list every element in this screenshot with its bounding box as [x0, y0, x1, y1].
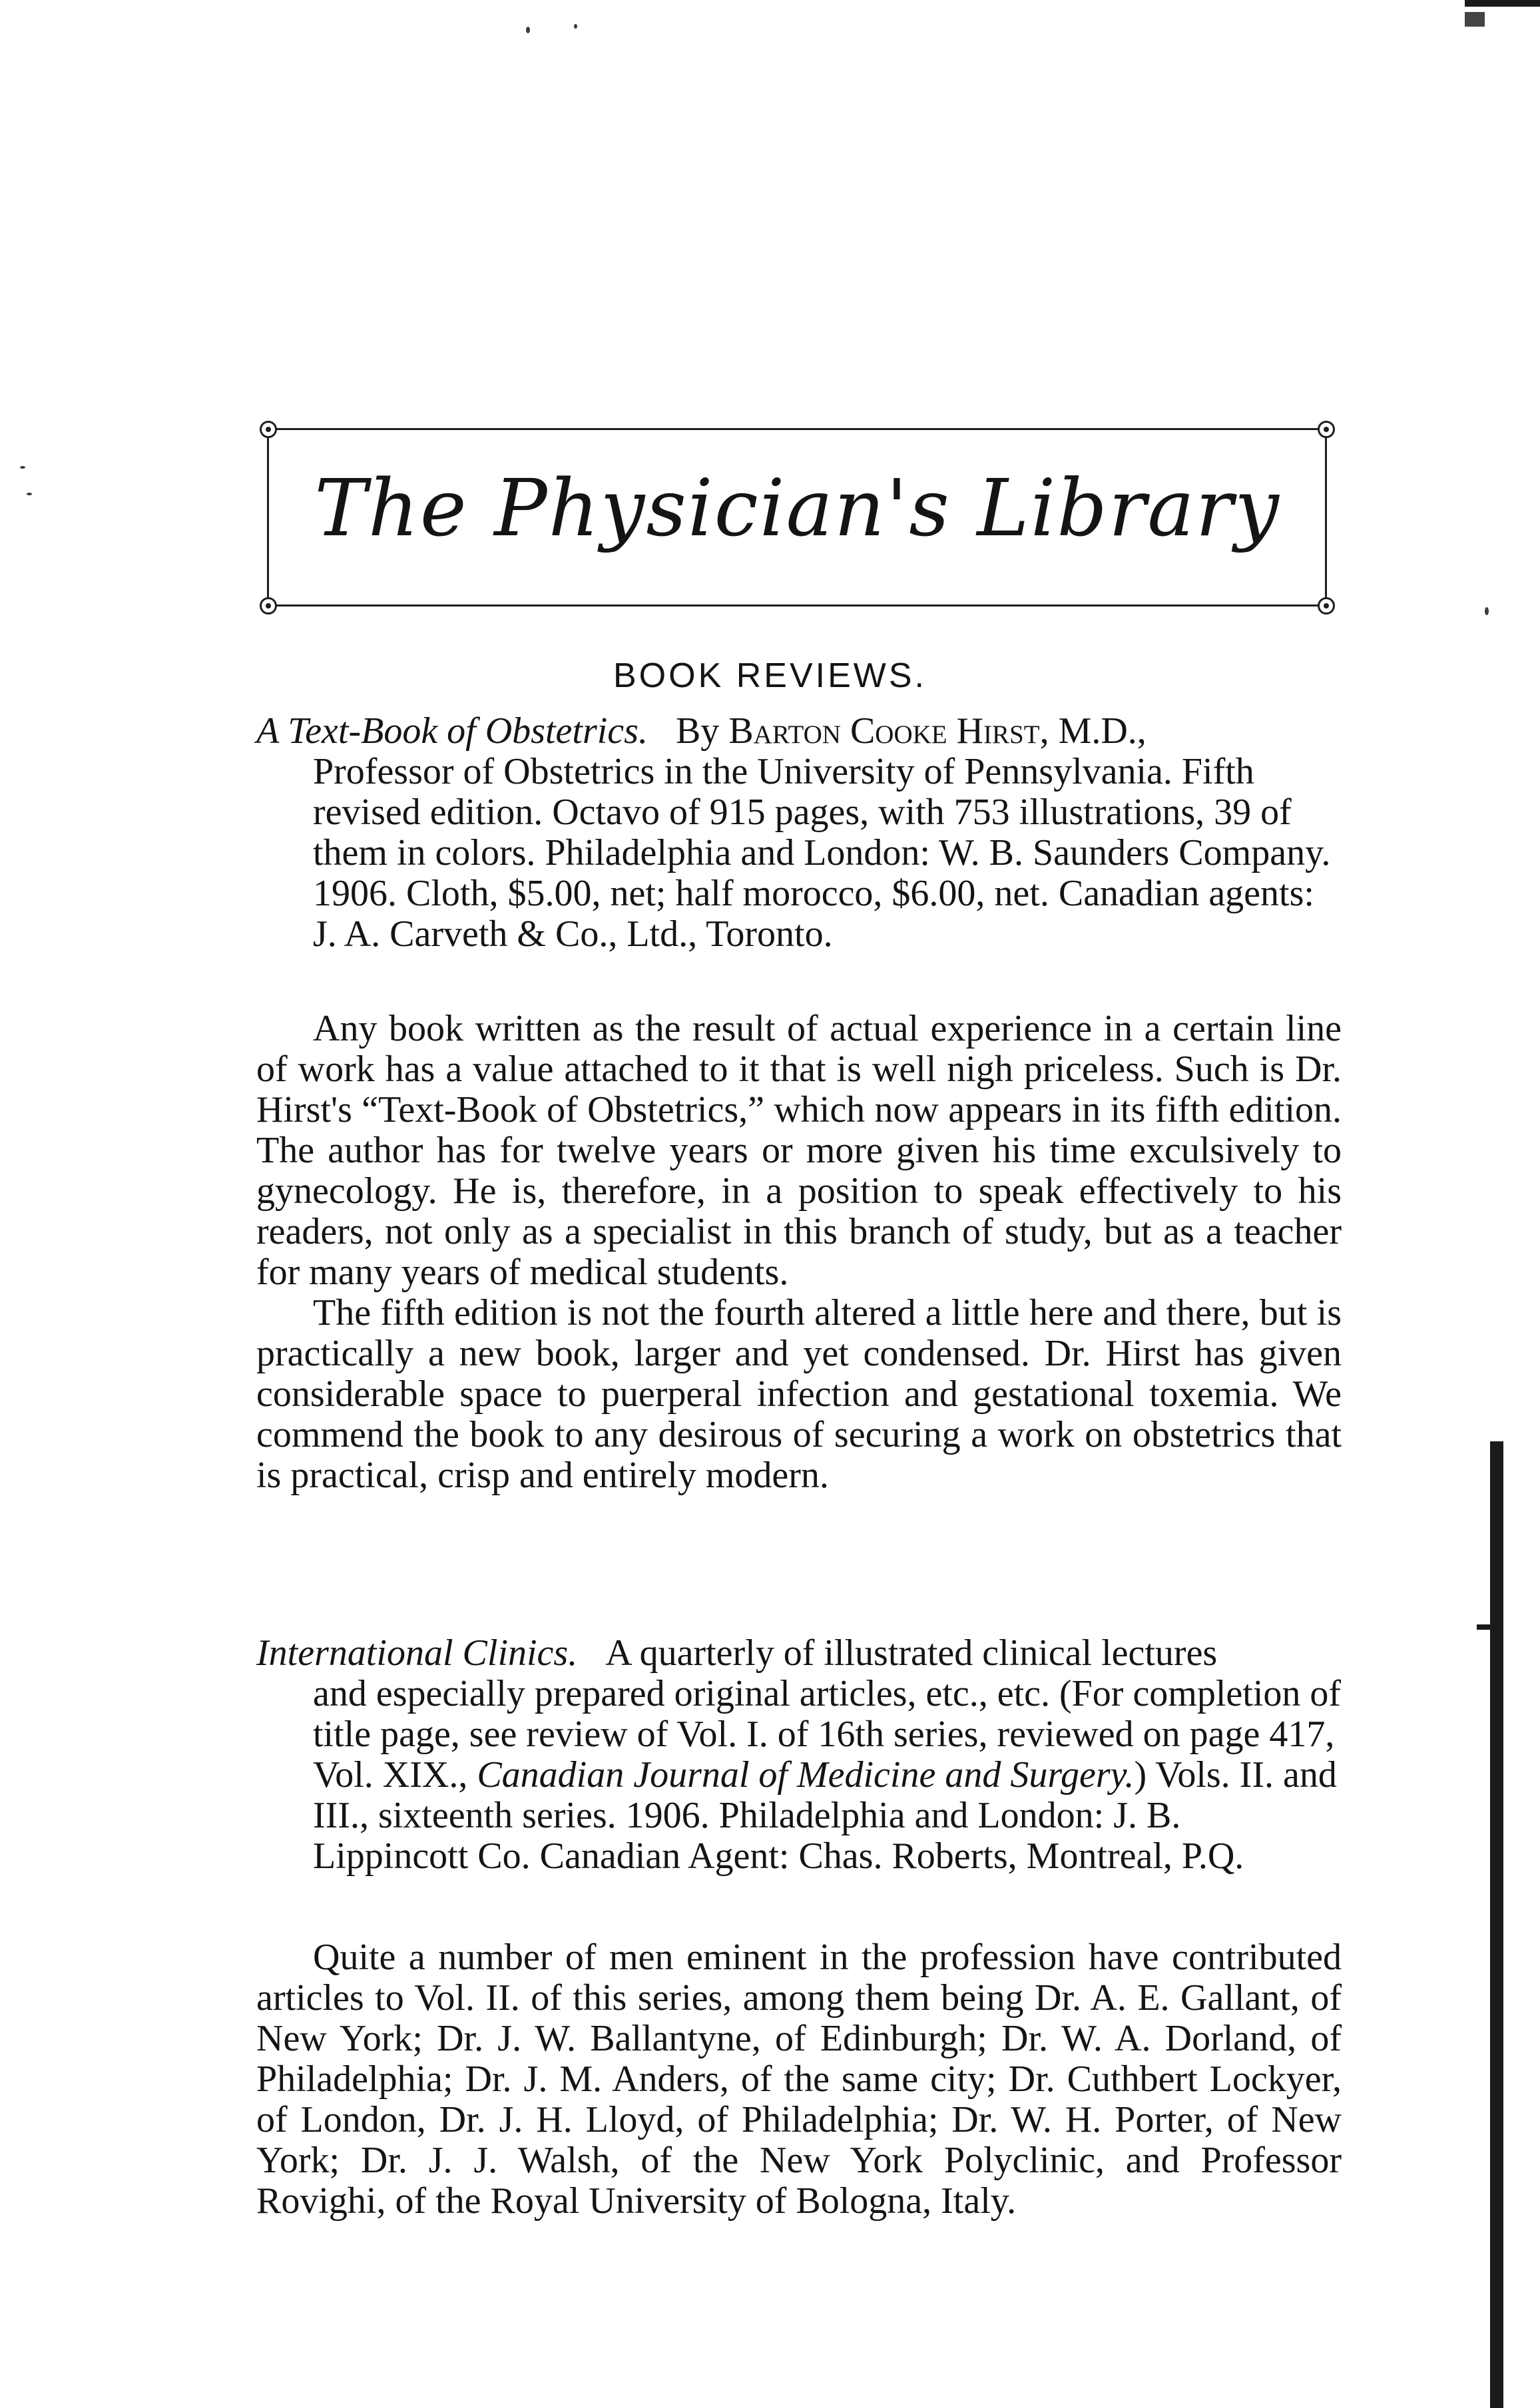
scan-edge-mark-top-right: [1465, 0, 1540, 7]
book-title: International Clinics.: [256, 1632, 578, 1674]
frame-top-rule: [268, 428, 1327, 430]
review-citation: [256, 1633, 1342, 1877]
review-paragraph: The fifth edition is not the fourth altered a little here and there, but is practically a new book, larger and yet condensed. Dr. Hirst has given considerable space to puerperal infection and gestational toxemia. We commend the book to any desirous of securing a work on obstetrics that is practical, crisp and entirely modern.: [256, 1292, 1342, 1496]
review-paragraph: Any book written as the result of actual experience in a certain line of work has a value attached to it that is well nigh priceless. Such is Dr. Hirst's “Text-Book of Obstetrics,” which now appears in its fifth edition. The author has for twelve years or more given his time exculsively to gynecology. He is, therefore, in a position to speak effectively to his readers, not only as a specialist in this branch of study, but as a teacher for many years of medical students.: [256, 1008, 1342, 1293]
scan-edge-tick-right: [1477, 1624, 1491, 1630]
speck-mark: [526, 27, 530, 33]
section-heading: BOOK REVIEWS.: [613, 656, 927, 695]
scan-edge-bar-right: [1490, 1441, 1503, 2408]
frame-bottom-rule: [268, 604, 1327, 606]
by-label: By: [675, 710, 720, 752]
publication-details: [256, 1674, 1342, 1877]
review-body: [256, 1937, 1342, 2222]
details-part-1: and especially prepared original articles, etc., etc. (For completion of title page, see review of Vol. I. of 16th series, reviewed on page 417, Vol. XIX.,: [313, 1673, 1342, 1796]
review-citation: [256, 711, 1342, 955]
speck-mark: [1485, 607, 1489, 615]
citation-first-line: [256, 1633, 1342, 1674]
speck-mark: [574, 24, 577, 29]
publication-details: Professor of Obstetrics in the University of Pennsylvania. Fifth revised edition. Octavo of 915 pages, with 753 illustrations, 39 of them in colors. Philadelphia and London: W. B. Saunders Company. 1906. Cloth, $5.00, net; half morocco, $6.00, net. Canadian agents: J. A. Carveth & Co., Ltd., Toronto.: [313, 751, 1331, 955]
speck-mark: [27, 493, 32, 495]
book-subtitle: A quarterly of illustrated clinical lectures: [605, 1632, 1218, 1674]
details-part-2: ) Vols. II. and III., sixteenth series. 1906. Philadelphia and London: J. B. Lippincott Co. Canadian Agent: Chas. Roberts, Montreal, P.Q.: [313, 1754, 1337, 1877]
book-title: A Text-Book of Obstetrics.: [256, 710, 648, 752]
page-title: The Physician's Library: [314, 462, 1280, 554]
scan-edge-mark-corner: [1465, 12, 1485, 27]
frame-corner-ornament: [260, 421, 277, 438]
frame-corner-ornament: [1318, 421, 1335, 438]
review-paragraph: Quite a number of men eminent in the profession have contributed articles to Vol. II. of this series, among them being Dr. A. E. Gallant, of New York; Dr. J. W. Ballantyne, of Edinburgh; Dr. W. A. Dorland, of Philadelphia; Dr. J. M. Anders, of the same city; Dr. Cuthbert Lockyer, of London, Dr. J. H. Lloyd, of Philadelphia; Dr. W. H. Porter, of New York; Dr. J. J. Walsh, of the New York Polyclinic, and Professor Rovighi, of the Royal University of Bologna, Italy.: [256, 1937, 1342, 2222]
review-body: [256, 1009, 1342, 1496]
frame-corner-ornament: [1318, 597, 1335, 614]
frame-corner-ornament: [260, 597, 277, 614]
speck-mark: [20, 466, 25, 469]
citation-first-line: [256, 711, 1342, 752]
journal-name: Canadian Journal of Medicine and Surgery.: [477, 1754, 1135, 1796]
author-name: Barton Cooke Hirst, M.D.,: [728, 710, 1147, 752]
title-frame: [260, 421, 1335, 614]
